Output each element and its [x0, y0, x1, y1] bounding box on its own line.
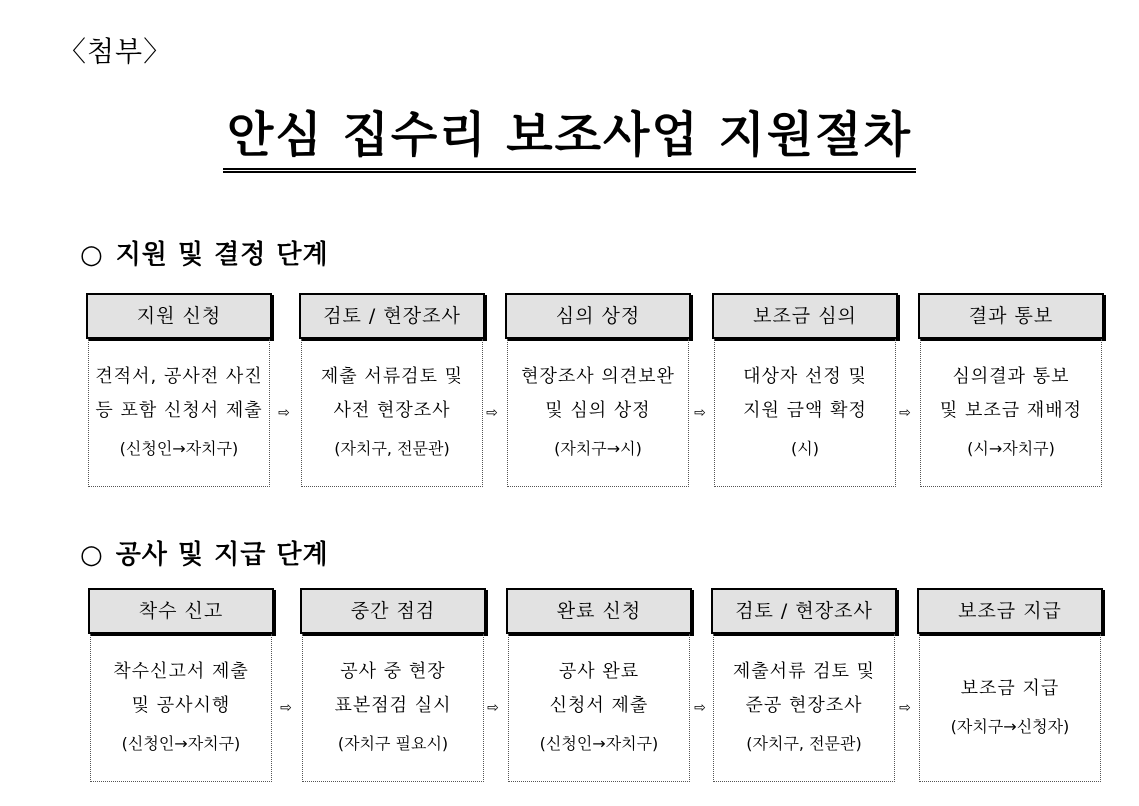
- step-desc-line: 및 보조금 재배정: [939, 399, 1083, 421]
- circle-bullet-icon: ○: [80, 240, 104, 270]
- section-heading-application: [80, 234, 329, 271]
- section-heading-text: 공사 및 지급 단계: [115, 540, 329, 570]
- step-body: [301, 339, 483, 487]
- step-card: [86, 293, 272, 487]
- process-row-construction: [0, 588, 1139, 798]
- step-body: [508, 634, 690, 782]
- step-desc-line: 및 심의 상정: [545, 399, 651, 421]
- step-desc-line: 견적서, 공사전 사진: [95, 365, 263, 387]
- right-arrow-icon: ⇨: [694, 405, 706, 421]
- step-title: 보조금 심의: [712, 293, 898, 339]
- step-desc-line: 지원 금액 확정: [743, 399, 867, 421]
- step-desc-line: 제출 서류검토 및: [320, 365, 464, 387]
- step-desc-line: 공사 중 현장: [340, 660, 446, 682]
- step-body: [714, 339, 896, 487]
- step-desc-line: 보조금 지급: [960, 677, 1060, 699]
- step-body: [919, 634, 1101, 782]
- step-body: [90, 634, 272, 782]
- step-body: [88, 339, 270, 487]
- step-desc-line: 제출서류 검토 및: [732, 660, 876, 682]
- step-desc-line: 착수신고서 제출: [113, 660, 249, 682]
- right-arrow-icon: ⇨: [899, 700, 911, 716]
- step-card: [300, 588, 486, 782]
- step-body: [920, 339, 1102, 487]
- step-actor: (자치구→시): [554, 438, 642, 458]
- right-arrow-icon: ⇨: [487, 700, 499, 716]
- step-title: 중간 점검: [300, 588, 486, 634]
- step-card: [918, 293, 1104, 487]
- step-body: [302, 634, 484, 782]
- step-actor: (시→자치구): [967, 438, 1055, 458]
- step-body: [713, 634, 895, 782]
- step-desc-line: 현장조사 의견보완: [521, 365, 675, 387]
- step-desc-line: 사전 현장조사: [333, 399, 451, 421]
- attachment-label: 〈첨부〉: [58, 35, 173, 68]
- step-desc-line: 대상자 선정 및: [743, 365, 867, 387]
- right-arrow-icon: ⇨: [899, 405, 911, 421]
- step-title: 지원 신청: [86, 293, 272, 339]
- step-title: 검토 / 현장조사: [711, 588, 897, 634]
- step-desc-line: 공사 완료: [558, 660, 640, 682]
- step-desc-line: 표본점검 실시: [334, 694, 452, 716]
- step-desc-line: 및 공사시행: [131, 694, 231, 716]
- section-heading-text: 지원 및 결정 단계: [115, 240, 329, 270]
- step-actor: (신청인→자치구): [119, 438, 239, 458]
- step-title: 검토 / 현장조사: [299, 293, 485, 339]
- step-card: [712, 293, 898, 487]
- step-actor: (신청인→자치구): [121, 733, 241, 753]
- step-desc-line: 심의결과 통보: [952, 365, 1070, 387]
- section-heading-construction: [80, 534, 329, 571]
- right-arrow-icon: ⇨: [486, 405, 498, 421]
- step-actor: (자치구, 전문관): [334, 438, 450, 458]
- right-arrow-icon: ⇨: [278, 405, 290, 421]
- title-container: [0, 96, 1139, 173]
- step-card: [506, 588, 692, 782]
- step-desc-line: 등 포함 신청서 제출: [95, 399, 263, 421]
- step-actor: (시): [791, 438, 819, 458]
- step-actor: (자치구→신청자): [950, 716, 1070, 736]
- right-arrow-icon: ⇨: [280, 700, 292, 716]
- step-card: [299, 293, 485, 487]
- step-actor: (자치구 필요시): [337, 733, 449, 753]
- step-title: 결과 통보: [918, 293, 1104, 339]
- step-actor: (신청인→자치구): [539, 733, 659, 753]
- step-title: 보조금 지급: [917, 588, 1103, 634]
- step-actor: (자치구, 전문관): [746, 733, 862, 753]
- step-card: [88, 588, 274, 782]
- step-card: [505, 293, 691, 487]
- step-body: [507, 339, 689, 487]
- process-row-application: [0, 293, 1139, 503]
- step-title: 착수 신고: [88, 588, 274, 634]
- step-title: 심의 상정: [505, 293, 691, 339]
- step-card: [711, 588, 897, 782]
- circle-bullet-icon: ○: [80, 540, 104, 570]
- step-card: [917, 588, 1103, 782]
- document-title: 안심 집수리 보조사업 지원절차: [223, 96, 916, 173]
- step-title: 완료 신청: [506, 588, 692, 634]
- right-arrow-icon: ⇨: [694, 700, 706, 716]
- step-desc-line: 준공 현장조사: [745, 694, 863, 716]
- step-desc-line: 신청서 제출: [549, 694, 649, 716]
